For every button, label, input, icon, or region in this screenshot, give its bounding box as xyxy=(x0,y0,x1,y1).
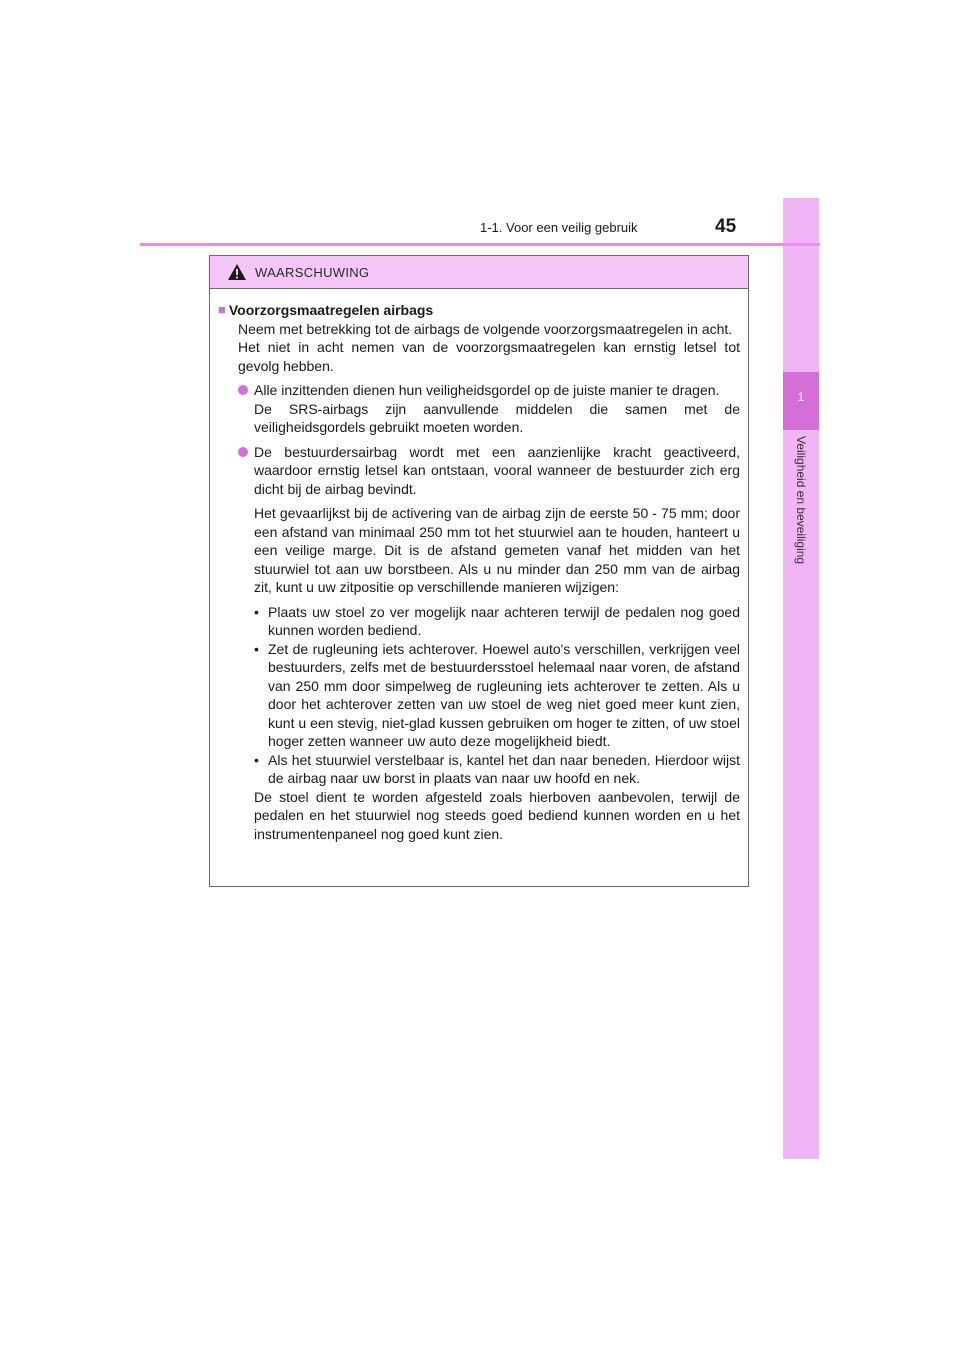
chapter-number: 1 xyxy=(797,390,805,404)
section-title: 1-1. Voor een veilig gebruik xyxy=(480,220,638,235)
dash-list-item xyxy=(254,751,740,788)
bullet-line: De bestuurdersairbag wordt met een aanzienlijke kracht geactiveerd, waardoor ernstig letsel kan ontstaan, vooral wanneer de bestuurder zich erg dicht bij de airbag bevindt. xyxy=(254,443,740,497)
dot-bullet-icon: • xyxy=(254,640,259,657)
warning-heading xyxy=(218,301,740,320)
dash-item-text: Plaats uw stoel zo ver mogelijk naar achteren terwijl de pedalen nog goed kunnen worden bediend. xyxy=(268,603,740,638)
square-bullet-icon: ■ xyxy=(218,302,226,317)
round-bullet-icon xyxy=(238,447,248,457)
dash-item-text: Zet de rugleuning iets achterover. Hoewel auto's verschillen, verkrijgen veel bestuurders, zelfs met de bestuurdersstoel helemaal naar voren, de afstand van 250 mm door simpelweg de rugleuning iets achterover te zetten. Als u door het achterover zetten van uw stoel de weg niet goed meer kunt zien, kunt u een stevig, niet-glad kussen gebruiken om hoger te zitten, of uw stoel hoger zetten wanneer uw auto deze mogelijkheid biedt. xyxy=(268,640,740,749)
sub-paragraph: Het gevaarlijkst bij de activering van de airbag zijn de eerste 50 - 75 mm; door een afstand van minimaal 250 mm tot het stuurwiel aan te houden, hanteert u een veilige marge. Dit is de afstand gemeten vanaf het midden van het stuurwiel tot aan uw borstbeen. Als u nu minder dan 250 mm van de airbag zit, kunt u uw zitpositie op verschillende manieren wijzigen: xyxy=(254,505,740,595)
intro-paragraph-1: Neem met betrekking tot de airbags de volgende voorzorgsmaatregelen in acht. xyxy=(238,320,733,337)
closing-paragraph: De stoel dient te worden afgesteld zoals hierboven aanbevolen, terwijl de pedalen en het stuurwiel nog steeds goed bediend kunnen worden en u het instrumentenpaneel nog goed kunt zien. xyxy=(254,788,740,842)
dash-list xyxy=(218,603,740,788)
bullet-line: De SRS-airbags zijn aanvullende middelen die samen met de veiligheidsgordels gebruikt moeten worden. xyxy=(254,400,740,435)
round-bullet-icon xyxy=(238,385,248,395)
bullet-item xyxy=(218,381,740,437)
bullet-line: Alle inzittenden dienen hun veiligheidsgordel op de juiste manier te dragen. xyxy=(254,382,720,398)
page-number: 45 xyxy=(715,216,737,237)
bullet-item xyxy=(218,443,740,499)
intro-paragraph-2: Het niet in acht nemen van de voorzorgsmaatregelen kan ernstig letsel tot gevolg hebben. xyxy=(238,339,740,374)
chapter-label: Veiligheid en beveiliging xyxy=(794,436,808,565)
dash-list-item xyxy=(254,640,740,751)
warning-heading-text: Voorzorgsmaatregelen airbags xyxy=(228,302,434,318)
header-rule xyxy=(140,243,820,246)
dot-bullet-icon: • xyxy=(254,751,259,768)
warning-body xyxy=(210,289,748,843)
dash-item-text: Als het stuurwiel verstelbaar is, kantel het dan naar beneden. Hierdoor wijst de airbag naar uw borst in plaats van naar uw hoofd en nek. xyxy=(268,751,740,786)
chapter-side-tab xyxy=(783,198,819,1159)
warning-triangle-icon xyxy=(227,263,247,281)
warning-header xyxy=(210,256,748,289)
dash-list-item xyxy=(254,603,740,640)
warning-title: WAARSCHUWING xyxy=(255,264,370,280)
warning-box xyxy=(209,255,749,887)
dot-bullet-icon: • xyxy=(254,603,259,620)
